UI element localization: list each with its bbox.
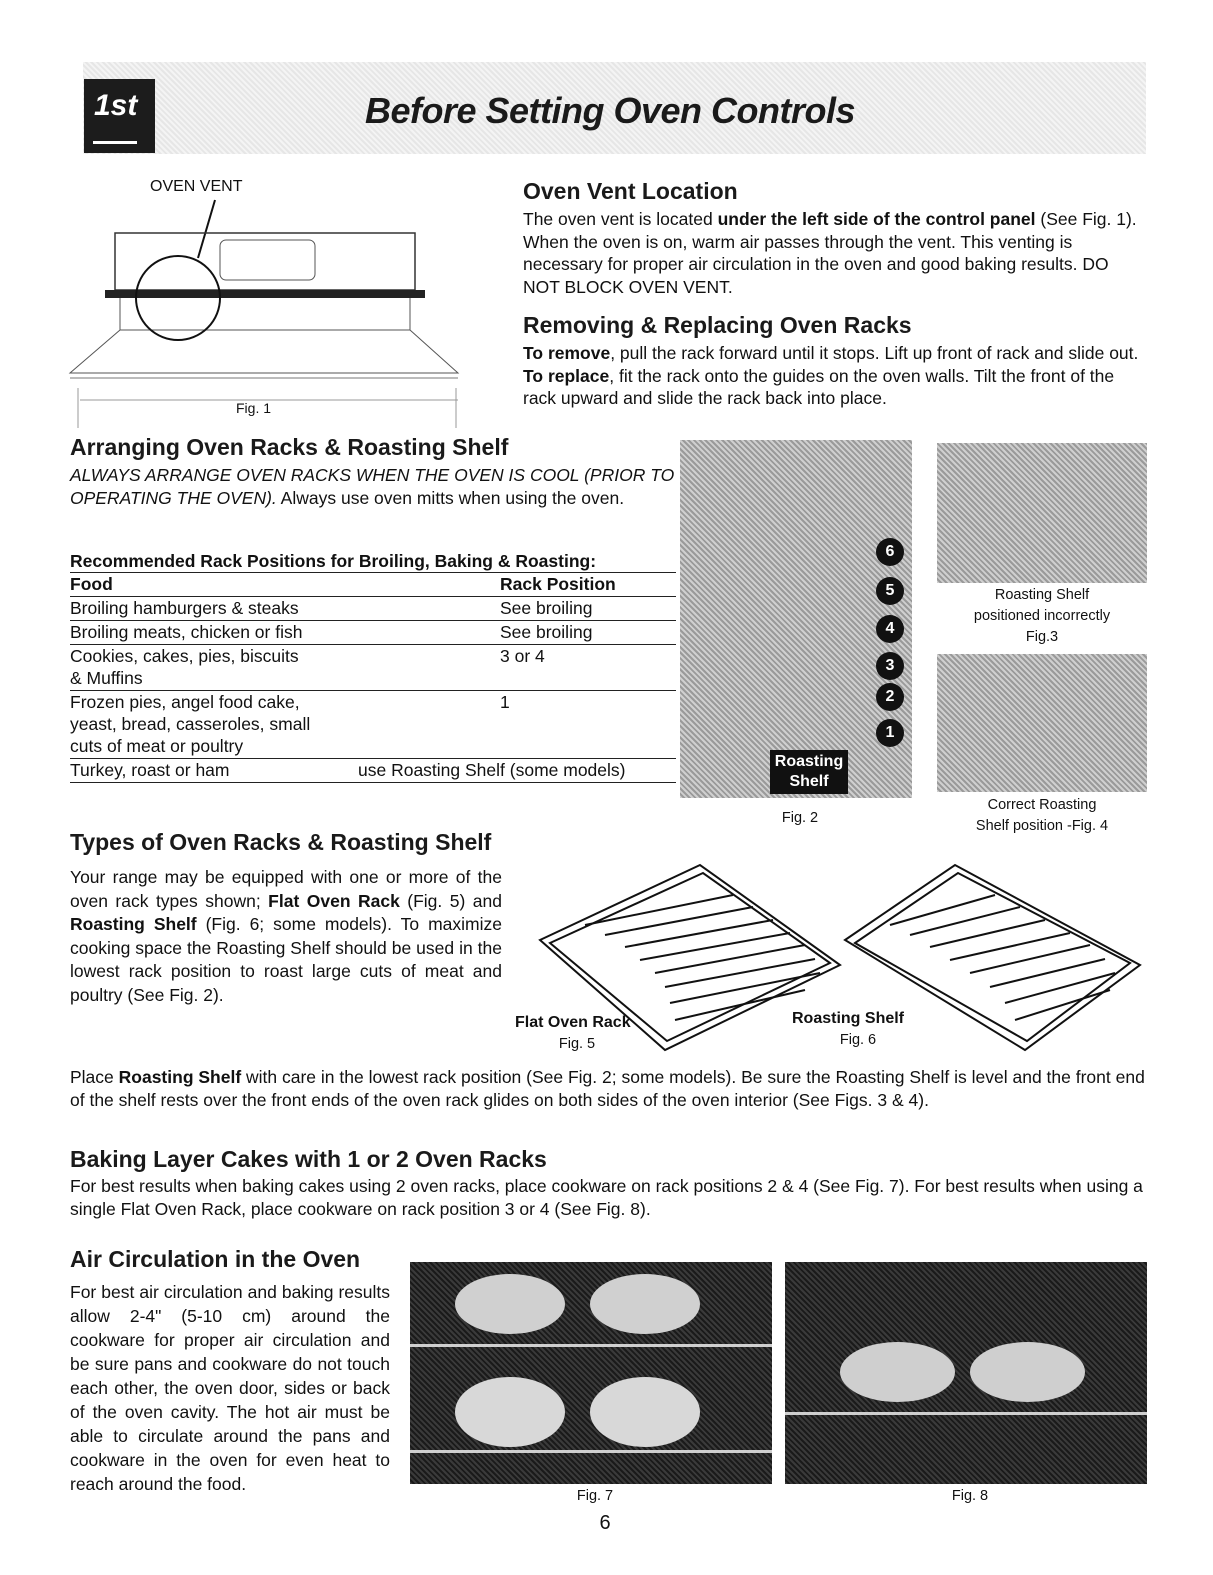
page-number: 6 (599, 1512, 611, 1534)
fig3-photo (937, 443, 1147, 583)
cake-pan (840, 1342, 955, 1402)
rack-number-badge: 5 (876, 577, 904, 605)
arranging-warning: ALWAYS ARRANGE OVEN RACKS WHEN THE OVEN IS COOL (PRIOR TO OPERATING THE OVEN). (70, 465, 675, 508)
caption-line: Fig.3 (1025, 629, 1059, 645)
rack-number-badge: 1 (876, 719, 904, 747)
cake-pan (455, 1274, 565, 1334)
types-bold: Roasting Shelf (70, 914, 197, 934)
oven-rack-line (410, 1344, 772, 1347)
section-title-arranging: Arranging Oven Racks & Roasting Shelf (70, 434, 509, 460)
oven-rack-line (785, 1412, 1147, 1415)
roasting-shelf-label (770, 750, 848, 794)
fig8-photo (785, 1262, 1147, 1484)
remove-text: , pull the rack forward until it stops. Lift up front of rack and slide out. (610, 343, 1139, 363)
fig2-caption: Fig. 2 (781, 810, 819, 826)
fig3-caption (937, 585, 1147, 648)
table-row (70, 597, 676, 621)
fig6-caption: Fig. 6 (839, 1032, 877, 1048)
label-line: Roasting (774, 753, 844, 770)
section-title-vent: Oven Vent Location (523, 178, 738, 204)
replace-text: , fit the rack onto the guides on the oven walls. Tilt the front of the rack upward and slide the rack back into place. (523, 365, 1115, 408)
table-cell: See broiling (500, 598, 593, 618)
section-title-layer-cakes: Baking Layer Cakes with 1 or 2 Oven Racks (70, 1146, 547, 1172)
removing-paragraph (523, 342, 1148, 410)
cake-pan (590, 1377, 700, 1447)
types-text: (Fig. 5) and (399, 890, 502, 911)
badge-underline (93, 141, 137, 144)
rack-number-badge: 4 (876, 615, 904, 643)
table-row (70, 691, 676, 759)
cake-pan (455, 1377, 565, 1447)
section-title-removing: Removing & Replacing Oven Racks (523, 312, 912, 338)
badge-text: 1st (94, 89, 138, 122)
table-cell: 1 (500, 692, 510, 712)
place-text: Place (70, 1067, 119, 1087)
section-badge (84, 79, 155, 153)
vent-paragraph (523, 208, 1148, 298)
fig1-oven-vent-illustration (60, 178, 460, 428)
types-text: Your range may be equipped with one or more of the oven rack types shown; (70, 867, 502, 911)
range-drawing (60, 178, 460, 428)
fig8-caption: Fig. 8 (951, 1488, 989, 1504)
fig4-photo (937, 654, 1147, 792)
rack-number-badge: 3 (876, 652, 904, 680)
cake-pan (590, 1274, 700, 1334)
table-last-row (70, 759, 676, 783)
rack-number-badge: 6 (876, 538, 904, 566)
table-caption: Recommended Rack Positions for Broiling, Baking & Roasting: (70, 550, 676, 573)
table-cell: 3 or 4 (500, 646, 545, 666)
table-cell (70, 691, 500, 759)
fig5-caption: Fig. 5 (558, 1036, 596, 1052)
fig4-caption (937, 795, 1147, 837)
section-title-types: Types of Oven Racks & Roasting Shelf (70, 829, 492, 855)
fig5-label: Flat Oven Rack (515, 1014, 631, 1031)
col-position: Rack Position (500, 574, 616, 594)
types-paragraph (70, 866, 502, 1007)
place-paragraph (70, 1066, 1150, 1111)
arranging-paragraph (70, 464, 678, 509)
table-cell: use Roasting Shelf (some models) (358, 760, 626, 780)
remove-label: To remove (523, 343, 611, 363)
col-food: Food (70, 574, 113, 594)
table-header-row (70, 573, 676, 597)
replace-label: To replace (523, 365, 610, 386)
vent-text-2: (See Fig. 1). When the oven is on, warm air passes through the vent. This venting is necessary for proper air circulation in the oven and good baking results. DO NOT BLOCK OVEN VENT. (523, 209, 1137, 297)
fig6-label: Roasting Shelf (792, 1010, 905, 1027)
fig7-caption: Fig. 7 (576, 1488, 614, 1504)
cell-line: yeast, bread, casseroles, small (70, 714, 311, 734)
layer-paragraph: For best results when baking cakes using 2 oven racks, place cookware on rack positions 2 & 4 (See Fig. 7). For best results when using a single Flat Oven Rack, place cookware on rack position 3 or 4 (See Fig. 8). (70, 1176, 1143, 1219)
table-cell: Broiling meats, chicken or fish (70, 622, 303, 642)
rack-number-badge: 2 (876, 683, 904, 711)
fig2-oven-photo (680, 440, 912, 798)
table-cell: Broiling hamburgers & steaks (70, 598, 299, 618)
table (70, 573, 676, 759)
table-cell: Turkey, roast or ham (70, 760, 230, 780)
caption-line: positioned incorrectly (973, 608, 1111, 624)
rack-position-table (70, 550, 676, 783)
fig7-photo (410, 1262, 772, 1484)
types-bold: Flat Oven Rack (268, 890, 400, 911)
section-title-air: Air Circulation in the Oven (70, 1246, 361, 1272)
table-row (70, 621, 676, 645)
caption-line: Roasting Shelf (994, 587, 1090, 603)
cake-pan (970, 1342, 1085, 1402)
table-cell (70, 645, 500, 691)
cell-line: & Muffins (70, 668, 143, 688)
oven-vent-label: OVEN VENT (150, 178, 243, 195)
arranging-text: Always use oven mitts when using the oven. (276, 487, 625, 508)
air-paragraph: For best air circulation and baking results allow 2-4" (5-10 cm) around the cookware for proper air circulation and be sure pans and cookware do not touch each other, the oven door, sides or back of the oven cavity. The hot air must be able to circulate around the pans and cookware in the oven for even heat to reach around the food. (70, 1282, 390, 1494)
vent-text-1: The oven vent is located (523, 209, 718, 229)
cell-line: Cookies, cakes, pies, biscuits (70, 646, 299, 666)
types-text: (Fig. 6; some models). To maximize cooking space the Roasting Shelf should be used in the lowest rack position to roast large cuts of meat and poultry (See Fig. 2). (70, 914, 502, 1005)
caption-line: Correct Roasting (987, 797, 1097, 813)
vent-text-bold: under the left side of the control panel (717, 209, 1036, 229)
fig1-caption: Fig. 1 (236, 400, 272, 416)
table-cell: See broiling (500, 622, 593, 642)
label-line: Shelf (789, 773, 829, 790)
cell-line: cuts of meat or poultry (70, 736, 244, 756)
oven-rack-line (410, 1450, 772, 1453)
cell-line: Frozen pies, angel food cake, (70, 692, 300, 712)
page-title: Before Setting Oven Controls (364, 90, 856, 131)
table-row (70, 645, 676, 691)
place-text: with care in the lowest rack position (See Fig. 2; some models). Be sure the Roasting Shelf is level and the front end of the shelf rests over the front ends of the oven rack glides on both sides of the oven interior (See Figs. 3 & 4). (70, 1067, 1145, 1110)
caption-line: Shelf position -Fig. 4 (975, 818, 1109, 834)
place-bold: Roasting Shelf (118, 1067, 242, 1087)
